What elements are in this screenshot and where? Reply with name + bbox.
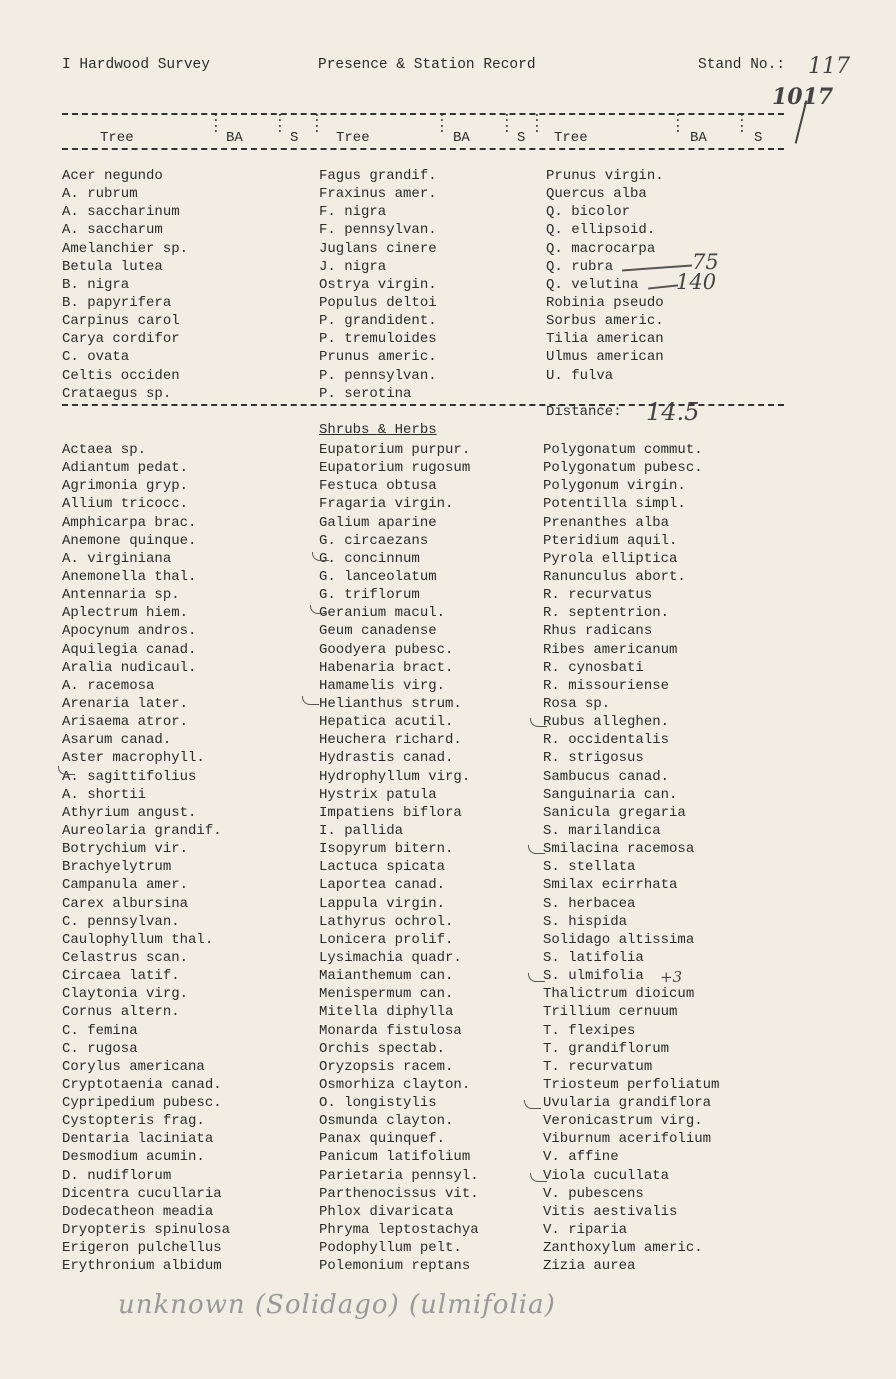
list-item: Carex albursina — [62, 895, 189, 912]
header-rule-bottom — [62, 148, 784, 150]
list-item: Anemonella thal. — [62, 568, 197, 585]
list-item: Polemonium reptans — [319, 1258, 471, 1275]
list-item: Aureolaria grandif. — [62, 822, 222, 839]
list-item: Betula lutea — [62, 258, 163, 275]
list-item: A. saccharinum — [62, 204, 180, 221]
list-item: Trillium cernuum — [543, 1004, 678, 1021]
stand-number-handwritten: 117 — [808, 54, 850, 79]
shrubs-herbs-title: Shrubs & Herbs — [319, 422, 437, 438]
list-item: S. marilandica — [543, 822, 661, 839]
list-item: Hepatica acutil. — [319, 714, 454, 731]
list-item: Fraxinus amer. — [319, 186, 437, 203]
list-item: Athyrium angust. — [62, 804, 197, 821]
list-item: Polygonatum pubesc. — [543, 460, 703, 477]
list-item: B. papyrifera — [62, 294, 172, 311]
check-mark — [524, 1100, 541, 1109]
list-item: Arenaria later. — [62, 695, 189, 712]
list-item: Lactuca spicata — [319, 859, 446, 876]
list-item: Panicum latifolium — [319, 1149, 471, 1166]
tree-list-1 — [62, 167, 188, 403]
list-item: P. pennsylvan. — [319, 367, 437, 384]
list-item: A. sagittifolius — [62, 768, 197, 785]
list-item: Aster macrophyll. — [62, 750, 205, 767]
list-item: Claytonia virg. — [62, 986, 189, 1003]
list-item: Polygonatum commut. — [543, 442, 703, 458]
col-s-1: S — [290, 130, 299, 146]
list-item: Isopyrum bitern. — [319, 841, 454, 858]
check-mark — [528, 845, 545, 854]
list-item: Zizia aurea — [543, 1258, 636, 1275]
list-item: P. grandident. — [319, 313, 437, 330]
list-item: Juglans cinere — [319, 240, 437, 257]
list-item: Acer negundo — [62, 168, 163, 184]
list-item: Lonicera prolif. — [319, 931, 454, 948]
list-item: G. concinnum — [319, 550, 420, 567]
list-item: Lysimachia quadr. — [319, 949, 462, 966]
record-title: Presence & Station Record — [318, 57, 536, 73]
list-item: S. ulmifolia — [543, 968, 644, 985]
list-item: Smilacina racemosa — [543, 841, 695, 858]
distance-label: Distance: — [546, 404, 622, 420]
list-item: Amelanchier sp. — [62, 240, 189, 257]
list-item: Asarum canad. — [62, 732, 172, 749]
list-item: Q. macrocarpa — [546, 240, 656, 257]
list-item: Polygonum virgin. — [543, 478, 686, 495]
list-item: Parthenocissus vit. — [319, 1185, 479, 1202]
col-tree-1: Tree — [100, 130, 134, 146]
list-item: A. racemosa — [62, 677, 155, 694]
list-item: Celtis occiden — [62, 367, 180, 384]
list-item: Mitella diphylla — [319, 1004, 454, 1021]
list-item: Parietaria pennsyl. — [319, 1167, 479, 1184]
list-item: R. occidentalis — [543, 732, 670, 749]
list-item: Hystrix patula — [319, 786, 437, 803]
list-item: C. femina — [62, 1022, 138, 1039]
list-item: Amphicarpa brac. — [62, 514, 197, 531]
list-item: Aplectrum hiem. — [62, 605, 189, 622]
list-item: Antennaria sp. — [62, 587, 180, 604]
list-item: Laportea canad. — [319, 877, 446, 894]
list-item: I. pallida — [319, 822, 404, 839]
list-item: R. recurvatus — [543, 587, 653, 604]
stand-number-handwritten-alt: 1017 — [772, 84, 834, 110]
list-item: Aralia nudicaul. — [62, 659, 197, 676]
list-item: Cornus altern. — [62, 1004, 180, 1021]
list-item: Impatiens biflora — [319, 804, 462, 821]
list-item: V. affine — [543, 1149, 619, 1166]
list-item: Dicentra cucullaria — [62, 1185, 222, 1202]
list-item: Robinia pseudo — [546, 294, 664, 311]
list-item: C. rugosa — [62, 1040, 138, 1057]
list-item: A. rubrum — [62, 186, 138, 203]
list-item: Brachyelytrum — [62, 859, 172, 876]
list-item: Cystopteris frag. — [62, 1113, 205, 1130]
list-item: Carya cordifor — [62, 331, 180, 348]
list-item: Habenaria bract. — [319, 659, 454, 676]
list-item: Erythronium albidum — [62, 1258, 222, 1275]
list-item: Lathyrus ochrol. — [319, 913, 454, 930]
list-item: Prunus americ. — [319, 349, 437, 366]
list-item: Panax quinquef. — [319, 1131, 446, 1148]
list-item: Lappula virgin. — [319, 895, 446, 912]
col-tree-3: Tree — [554, 130, 588, 146]
distance-handwritten: 14.5 — [646, 398, 700, 426]
list-item: G. triflorum — [319, 587, 420, 604]
list-item: Circaea latif. — [62, 968, 180, 985]
list-item: Aquilegia canad. — [62, 641, 197, 658]
list-item: Ranunculus abort. — [543, 568, 686, 585]
col-tree-2: Tree — [336, 130, 370, 146]
list-item: R. strigosus — [543, 750, 644, 767]
col-ba-3: BA — [690, 130, 707, 146]
check-mark — [310, 605, 327, 614]
list-item: Dodecatheon meadia — [62, 1203, 214, 1220]
check-mark — [302, 696, 319, 705]
list-item: Ostrya virgin. — [319, 276, 437, 293]
list-item: S. latifolia — [543, 949, 644, 966]
list-item: R. septentrion. — [543, 605, 670, 622]
list-item: Dentaria laciniata — [62, 1131, 214, 1148]
list-item: A. virginiana — [62, 550, 172, 567]
list-item: Phlox divaricata — [319, 1203, 454, 1220]
list-item: V. riparia — [543, 1222, 628, 1239]
list-item: S. stellata — [543, 859, 636, 876]
list-item: Thalictrum dioicum — [543, 986, 695, 1003]
list-item: J. nigra — [319, 258, 387, 275]
list-item: T. recurvatum — [543, 1058, 653, 1075]
list-item: Smilax ecirrhata — [543, 877, 678, 894]
list-item: Viburnum acerifolium — [543, 1131, 712, 1148]
list-item: Fagus grandif. — [319, 168, 437, 184]
check-mark — [312, 552, 329, 561]
list-item: P. serotina — [319, 385, 412, 402]
list-item: Sorbus americ. — [546, 313, 664, 330]
pencil-note: unknown (Solidago) (ulmifolia) — [118, 1290, 556, 1320]
list-item: F. nigra — [319, 204, 387, 221]
list-item: Allium tricocc. — [62, 496, 189, 513]
list-item: Goodyera pubesc. — [319, 641, 454, 658]
list-item: D. nudiflorum — [62, 1167, 172, 1184]
list-item: Anemone quinque. — [62, 532, 197, 549]
col-s-2: S — [517, 130, 526, 146]
list-item: Podophyllum pelt. — [319, 1240, 462, 1257]
list-item: Oryzopsis racem. — [319, 1058, 454, 1075]
list-item: Helianthus strum. — [319, 695, 462, 712]
list-item: Celastrus scan. — [62, 949, 189, 966]
list-item: Cryptotaenia canad. — [62, 1076, 222, 1093]
list-item: Pyrola elliptica — [543, 550, 678, 567]
list-item: Desmodium acumin. — [62, 1149, 205, 1166]
herb-list-2 — [319, 441, 479, 1275]
list-item: Populus deltoi — [319, 294, 437, 311]
list-item: T. flexipes — [543, 1022, 636, 1039]
list-item: A. shortii — [62, 786, 147, 803]
list-item: S. herbacea — [543, 895, 636, 912]
list-item: Adiantum pedat. — [62, 460, 189, 477]
velutina-ba-handwritten: 140 — [676, 270, 717, 294]
survey-title: I Hardwood Survey — [62, 57, 210, 73]
list-item: Rubus alleghen. — [543, 714, 670, 731]
list-item: C. pennsylvan. — [62, 913, 180, 930]
list-item: Hydrophyllum virg. — [319, 768, 471, 785]
list-item: Vitis aestivalis — [543, 1203, 678, 1220]
list-item: Dryopteris spinulosa — [62, 1222, 231, 1239]
tree-list-3 — [546, 167, 664, 385]
list-item: Crataegus sp. — [62, 385, 172, 402]
list-item: U. fulva — [546, 367, 614, 384]
list-item: Monarda fistulosa — [319, 1022, 462, 1039]
check-mark — [58, 766, 75, 775]
list-item: Veronicastrum virg. — [543, 1113, 703, 1130]
list-item: Hydrastis canad. — [319, 750, 454, 767]
check-mark — [530, 1173, 547, 1182]
list-item: Menispermum can. — [319, 986, 454, 1003]
list-item: Orchis spectab. — [319, 1040, 446, 1057]
herb-list-3 — [543, 441, 719, 1275]
herb-list-1 — [62, 441, 230, 1275]
list-item: Uvularia grandiflora — [543, 1095, 712, 1112]
list-item: Sambucus canad. — [543, 768, 670, 785]
list-item: G. lanceolatum — [319, 568, 437, 585]
list-item: Eupatorium rugosum — [319, 460, 471, 477]
list-item: Triosteum perfoliatum — [543, 1076, 720, 1093]
list-item: Prunus virgin. — [546, 168, 664, 184]
list-item: Rosa sp. — [543, 695, 611, 712]
list-item: Arisaema atror. — [62, 714, 189, 731]
list-item: F. pennsylvan. — [319, 222, 437, 239]
list-item: Ulmus american — [546, 349, 664, 366]
list-item: Tilia american — [546, 331, 664, 348]
list-item: P. tremuloides — [319, 331, 437, 348]
list-item: Actaea sp. — [62, 442, 147, 458]
list-item: Eupatorium purpur. — [319, 442, 471, 458]
list-item: Apocynum andros. — [62, 623, 197, 640]
list-item: Rhus radicans — [543, 623, 653, 640]
list-item: Ribes americanum — [543, 641, 678, 658]
ulmifolia-handwritten: +3 — [660, 968, 683, 986]
check-mark — [528, 973, 545, 982]
stand-label: Stand No.: — [698, 57, 786, 73]
list-item: Festuca obtusa — [319, 478, 437, 495]
list-item: R. cynosbati — [543, 659, 644, 676]
list-item: A. saccharum — [62, 222, 163, 239]
list-item: Q. velutina — [546, 276, 639, 293]
rubra-ba-handwritten: 75 — [692, 250, 719, 274]
list-item: Carpinus carol — [62, 313, 180, 330]
list-item: Phryma leptostachya — [319, 1222, 479, 1239]
list-item: Solidago altissima — [543, 931, 695, 948]
col-ba-2: BA — [453, 130, 470, 146]
list-item: Geranium macul. — [319, 605, 446, 622]
list-item: Osmorhiza clayton. — [319, 1076, 471, 1093]
list-item: Sanicula gregaria — [543, 804, 686, 821]
list-item: Maianthemum can. — [319, 968, 454, 985]
list-item: Fragaria virgin. — [319, 496, 454, 513]
list-item: Hamamelis virg. — [319, 677, 446, 694]
list-item: Q. rubra — [546, 258, 614, 275]
list-item: Corylus americana — [62, 1058, 205, 1075]
list-item: S. hispida — [543, 913, 628, 930]
check-mark — [530, 718, 547, 727]
list-item: Geum canadense — [319, 623, 437, 640]
list-item: Agrimonia gryp. — [62, 478, 189, 495]
col-s-3: S — [754, 130, 763, 146]
list-item: Caulophyllum thal. — [62, 931, 214, 948]
list-item: Sanguinaria can. — [543, 786, 678, 803]
list-item: Q. ellipsoid. — [546, 222, 656, 239]
list-item: C. ovata — [62, 349, 130, 366]
list-item: Zanthoxylum americ. — [543, 1240, 703, 1257]
list-item: Pteridium aquil. — [543, 532, 678, 549]
col-ba-1: BA — [226, 130, 243, 146]
list-item: Osmunda clayton. — [319, 1113, 454, 1130]
list-item: T. grandiflorum — [543, 1040, 670, 1057]
list-item: Heuchera richard. — [319, 732, 462, 749]
list-item: V. pubescens — [543, 1185, 644, 1202]
tree-list-2 — [319, 167, 437, 403]
list-item: Viola cucullata — [543, 1167, 670, 1184]
list-item: Galium aparine — [319, 514, 437, 531]
list-item: Quercus alba — [546, 186, 647, 203]
list-item: Potentilla simpl. — [543, 496, 686, 513]
list-item: Cypripedium pubesc. — [62, 1095, 222, 1112]
list-item: Campanula amer. — [62, 877, 189, 894]
list-item: Erigeron pulchellus — [62, 1240, 222, 1257]
list-item: Botrychium vir. — [62, 841, 189, 858]
list-item: R. missouriense — [543, 677, 670, 694]
list-item: Q. bicolor — [546, 204, 631, 221]
list-item: B. nigra — [62, 276, 130, 293]
list-item: Prenanthes alba — [543, 514, 670, 531]
list-item: G. circaezans — [319, 532, 429, 549]
list-item: O. longistylis — [319, 1095, 437, 1112]
